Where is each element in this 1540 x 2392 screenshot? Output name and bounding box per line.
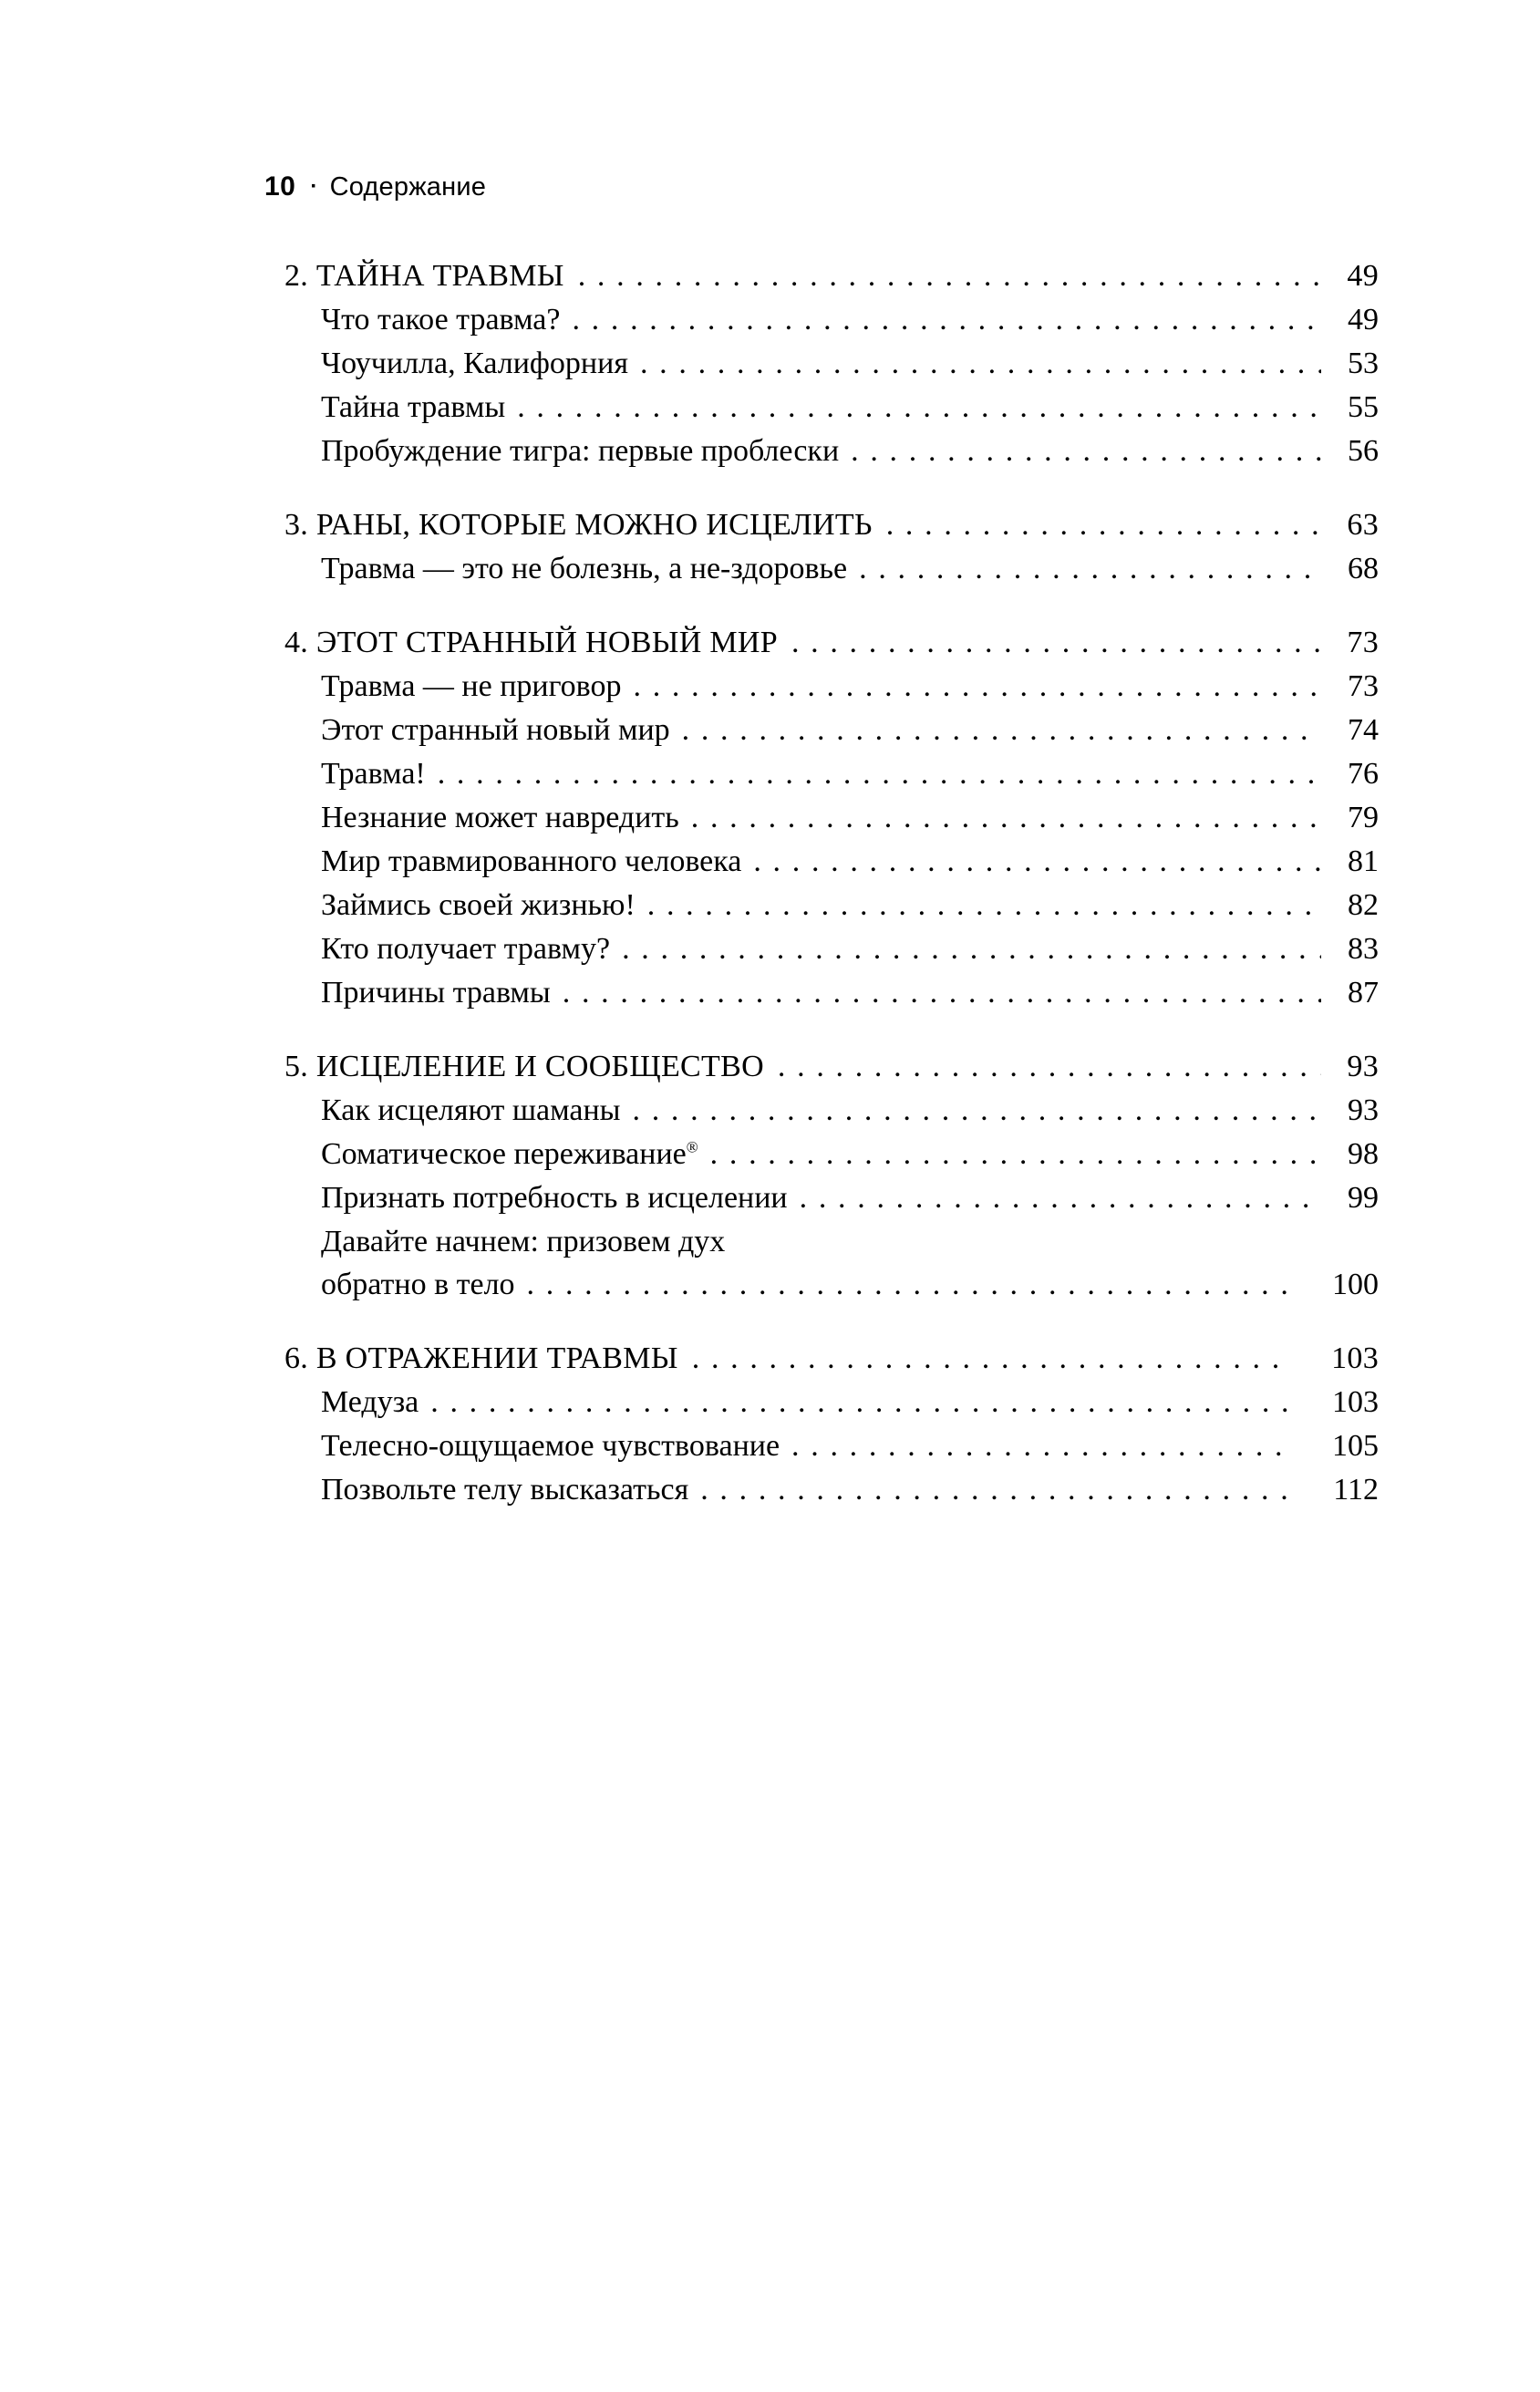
toc-dot-leader (430, 1389, 1287, 1416)
toc-entry-page-number: 98 (1348, 1137, 1379, 1171)
toc-dot-leader (438, 761, 1321, 788)
toc-entry-label: Незнание может навредить (321, 801, 679, 834)
toc-section-entry[interactable] (321, 1431, 1379, 1462)
toc-entry-label: обратно в тело (321, 1268, 515, 1301)
toc-dot-leader (633, 1097, 1321, 1124)
toc-entry-page-number: 103 (1331, 1341, 1379, 1375)
running-head-section-title: Содержание (329, 172, 487, 202)
toc-entry-label: Причины травмы (321, 976, 551, 1010)
toc-entry-page-number: 53 (1348, 347, 1379, 380)
toc-spacer (0, 877, 1540, 890)
toc-dot-leader (851, 438, 1321, 465)
toc-spacer (0, 921, 1540, 934)
toc-spacer (0, 658, 1540, 671)
toc-dot-leader (578, 263, 1321, 290)
toc-entry-label: 5. ИСЦЕЛЕНИЕ И СООБЩЕСТВО (284, 1050, 764, 1083)
toc-dot-leader (800, 1185, 1321, 1212)
toc-entry-page-number: 81 (1348, 844, 1379, 878)
toc-chapter-entry[interactable] (284, 261, 1379, 292)
toc-section-entry[interactable] (321, 715, 1379, 746)
toc-spacer (0, 746, 1540, 759)
toc-dot-leader (622, 936, 1321, 963)
toc-entry-page-number: 63 (1347, 508, 1379, 542)
toc-section-entry[interactable] (321, 1227, 1379, 1300)
toc-entry-page-number: 73 (1348, 669, 1379, 703)
toc-entry-label: 2. ТАЙНА ТРАВМЫ (284, 259, 564, 293)
page-folio-number: 10 (264, 171, 296, 202)
toc-entry-label: Медуза (321, 1385, 419, 1419)
toc-chapter-entry[interactable] (284, 510, 1379, 541)
toc-dot-leader (692, 1345, 1287, 1372)
toc-entry-label: 3. РАНЫ, КОТОРЫЕ МОЖНО ИСЦЕЛИТЬ (284, 508, 873, 542)
toc-entry-page-number: 68 (1348, 552, 1379, 585)
toc-dot-leader (517, 394, 1321, 421)
toc-entry-label: Чоучилла, Калифорния (321, 347, 628, 380)
toc-entry-label: Как исцеляют шаманы (321, 1093, 621, 1127)
toc-spacer (0, 1126, 1540, 1139)
toc-spacer (0, 702, 1540, 715)
toc-entry-page-number: 56 (1348, 434, 1379, 468)
toc-entry-second-line (321, 1269, 1379, 1300)
toc-section-entry[interactable] (321, 392, 1379, 423)
toc-dot-leader (791, 629, 1321, 657)
toc-entry-page-number: 76 (1348, 757, 1379, 791)
toc-entry-page-number: 73 (1347, 626, 1379, 659)
toc-entry-page-number: 79 (1348, 801, 1379, 834)
toc-section-entry[interactable] (321, 846, 1379, 877)
toc-section-entry[interactable] (321, 759, 1379, 790)
toc-spacer (0, 1300, 1540, 1343)
toc-entry-page-number: 55 (1348, 390, 1379, 424)
toc-dot-leader (691, 804, 1321, 832)
toc-entry-label-line1: Давайте начнем: призовем дух (321, 1225, 726, 1258)
toc-section-entry[interactable] (321, 305, 1379, 336)
toc-dot-leader (640, 350, 1321, 378)
toc-entry-page-number: 74 (1348, 713, 1379, 747)
toc-entry-page-number: 93 (1348, 1093, 1379, 1127)
toc-spacer (0, 336, 1540, 348)
toc-section-entry[interactable] (321, 671, 1379, 702)
toc-section-entry[interactable] (321, 1139, 1379, 1170)
toc-entry-label: Травма — не приговор (321, 669, 622, 703)
toc-entry-label: Кто получает травму? (321, 932, 611, 966)
toc-entry-label: Телесно-ощущаемое чувствование (321, 1429, 780, 1463)
toc-entry-label: Займись своей жизнью! (321, 888, 636, 922)
toc-entry-label: Позвольте телу высказаться (321, 1473, 689, 1507)
toc-chapter-entry[interactable] (284, 1051, 1379, 1082)
toc-dot-leader (753, 848, 1321, 875)
toc-entry-page-number: 82 (1348, 888, 1379, 922)
toc-entry-page-number: 87 (1348, 976, 1379, 1010)
toc-entry-page-number: 93 (1347, 1050, 1379, 1083)
toc-spacer (0, 790, 1540, 803)
toc-entry-page-number: 99 (1348, 1181, 1379, 1215)
toc-spacer (0, 965, 1540, 978)
toc-dot-leader (710, 1141, 1321, 1168)
toc-entry-page-number: 100 (1332, 1268, 1379, 1301)
toc-entry-label: Признать потребность в исцелении (321, 1181, 788, 1215)
toc-dot-leader (527, 1271, 1287, 1299)
toc-section-entry[interactable] (321, 978, 1379, 1009)
toc-spacer (0, 1214, 1540, 1227)
toc-chapter-entry[interactable] (284, 1343, 1379, 1374)
toc-dot-leader (778, 1053, 1321, 1081)
toc-entry-page-number: 83 (1348, 932, 1379, 966)
toc-entry-page-number: 103 (1332, 1385, 1379, 1419)
toc-dot-leader (886, 512, 1321, 539)
toc-entry-label: Что такое травма? (321, 303, 561, 337)
toc-section-entry[interactable] (321, 1095, 1379, 1126)
toc-chapter-entry[interactable] (284, 627, 1379, 658)
toc-entry-page-number: 105 (1332, 1429, 1379, 1463)
toc-section-entry[interactable] (321, 1183, 1379, 1214)
toc-spacer (0, 1009, 1540, 1051)
toc-spacer (0, 1374, 1540, 1387)
toc-spacer (0, 379, 1540, 392)
running-head (264, 171, 486, 202)
toc-entry-label: Этот странный новый мир (321, 713, 670, 747)
toc-entry-label: 4. ЭТОТ СТРАННЫЙ НОВЫЙ МИР (284, 626, 778, 659)
toc-entry-label: Травма — это не болезнь, а не-здоровье (321, 552, 848, 585)
toc-spacer (0, 585, 1540, 627)
toc-section-entry[interactable] (321, 934, 1379, 965)
toc-entry-page-number: 112 (1333, 1473, 1379, 1507)
toc-entry-label: Тайна травмы (321, 390, 506, 424)
toc-section-entry[interactable] (321, 803, 1379, 834)
toc-entry-label: Соматическое переживание® (321, 1137, 698, 1171)
toc-spacer (0, 1462, 1540, 1475)
toc-entry-label: Мир травмированного человека (321, 844, 742, 878)
toc-section-entry[interactable] (321, 1475, 1379, 1506)
toc-spacer (0, 1082, 1540, 1095)
toc-entry-label: Пробуждение тигра: первые проблески (321, 434, 840, 468)
table-of-contents (0, 261, 1540, 1506)
toc-dot-leader (563, 979, 1321, 1007)
registered-trademark-icon: ® (686, 1138, 698, 1156)
toc-section-entry[interactable] (321, 436, 1379, 467)
toc-dot-leader (791, 1433, 1287, 1460)
toc-dot-leader (859, 555, 1321, 583)
toc-entry-label: Травма! (321, 757, 426, 791)
toc-dot-leader (682, 717, 1321, 744)
toc-section-entry[interactable] (321, 1387, 1379, 1418)
toc-dot-leader (572, 306, 1321, 334)
toc-dot-leader (634, 673, 1321, 700)
toc-entry-page-number: 49 (1348, 303, 1379, 337)
toc-entry-label: 6. В ОТРАЖЕНИИ ТРАВМЫ (284, 1341, 678, 1375)
toc-section-entry[interactable] (321, 890, 1379, 921)
toc-spacer (0, 834, 1540, 846)
toc-section-entry[interactable] (321, 348, 1379, 379)
toc-section-entry[interactable] (321, 554, 1379, 585)
toc-dot-leader (647, 892, 1321, 919)
running-head-separator-dot: · (310, 174, 318, 199)
toc-spacer (0, 467, 1540, 510)
toc-entry-page-number: 49 (1347, 259, 1379, 293)
toc-dot-leader (700, 1476, 1287, 1504)
toc-spacer (0, 292, 1540, 305)
